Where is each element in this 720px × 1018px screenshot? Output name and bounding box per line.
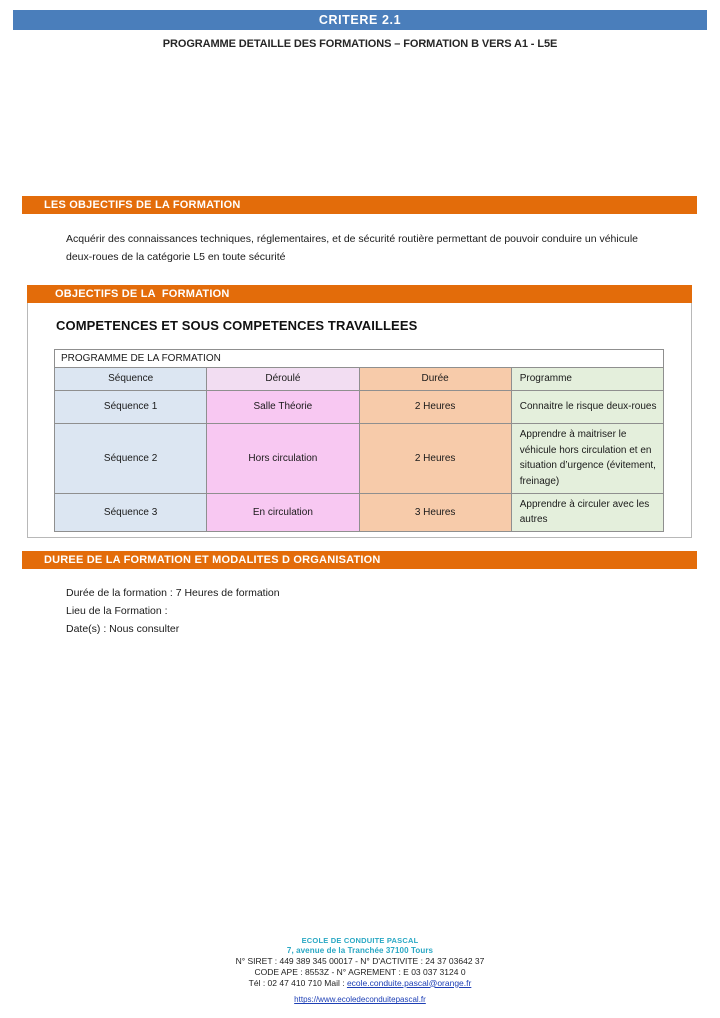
cell-programme-text: Apprendre à maitriser le véhicule hors circulation et en situation d’urgence (évitement, freinage)	[519, 429, 656, 487]
duration-line-formation: Durée de la formation : 7 Heures de formation	[66, 587, 280, 599]
cell-duree-text: 3 Heures	[414, 506, 456, 518]
criteria-banner-title: CRITERE 2.1	[318, 13, 402, 27]
table-row	[55, 493, 664, 531]
column-header-sequence-label: Séquence	[108, 373, 154, 385]
table-title-row	[55, 350, 664, 368]
cell-deroule-text: En circulation	[252, 506, 313, 518]
column-header-programme	[511, 368, 663, 391]
cell-programme	[511, 493, 663, 531]
footer-phone-label: Tél : 02 47 410 710 Mail :	[248, 977, 347, 988]
footer-email-link[interactable]: ecole.conduite.pascal@orange.fr	[346, 977, 472, 988]
footer-contact	[0, 978, 720, 989]
section-header-duree-label: DUREE DE LA FORMATION ET MODALITES D ORGANISATION	[44, 554, 381, 566]
section-header-objectifs-label: LES OBJECTIFS DE LA FORMATION	[44, 199, 241, 211]
cell-programme-text: Apprendre à circuler avec les autres	[519, 498, 650, 525]
cell-duree-text: 2 Heures	[414, 401, 456, 412]
cell-sequence-text: Séquence 2	[103, 452, 158, 464]
footer-website-row	[0, 988, 720, 1008]
cell-deroule	[207, 493, 359, 531]
duration-line-lieu: Lieu de la Formation :	[66, 605, 168, 618]
cell-sequence-text: Séquence 1	[103, 401, 158, 412]
page-footer	[0, 936, 720, 1009]
column-header-duree	[359, 368, 511, 391]
footer-company-name: ECOLE DE CONDUITE PASCAL	[301, 936, 419, 945]
footer-address: 7, avenue de la Tranchée 37100 Tours	[286, 945, 434, 955]
column-header-duree-label: Durée	[421, 373, 449, 385]
cell-deroule-text: Hors circulation	[248, 452, 318, 464]
footer-code-ape: CODE APE : 8553Z - N° AGREMENT : E 03 037 3124 0	[254, 966, 466, 977]
section-header-objectifs-formation	[27, 285, 692, 303]
column-header-programme-label: Programme	[519, 373, 572, 384]
cell-duree	[359, 390, 511, 423]
criteria-banner	[13, 10, 707, 30]
table-title-cell	[55, 350, 664, 368]
programme-table-wrapper	[54, 349, 664, 532]
column-header-sequence	[55, 368, 207, 391]
table-row	[55, 390, 664, 423]
cell-duree	[359, 423, 511, 493]
table-row	[55, 423, 664, 493]
cell-sequence-text: Séquence 3	[103, 506, 158, 518]
duration-details	[66, 584, 280, 638]
cell-deroule-text: Salle Théorie	[253, 401, 313, 412]
cell-duree	[359, 493, 511, 531]
competences-box	[27, 285, 692, 538]
footer-website-link[interactable]: https://www.ecoledeconduitepascal.fr	[294, 995, 426, 1005]
cell-programme-text: Connaitre le risque deux-roues	[519, 400, 657, 412]
section-header-objectifs	[22, 196, 697, 214]
column-header-deroule	[207, 368, 359, 391]
section-header-duree	[22, 551, 697, 569]
cell-duree-text: 2 Heures	[414, 452, 456, 464]
cell-sequence	[55, 493, 207, 531]
objectives-paragraph: Acquérir des connaissances techniques, réglementaires, et de sécurité routière permettant de pouvoir conduire un véhicule deux-roues de la catégorie L5 en toute sécurité	[66, 233, 638, 264]
duration-line-dates: Date(s) : Nous consulter	[66, 623, 180, 636]
cell-programme	[511, 423, 663, 493]
competences-title: COMPETENCES ET SOUS COMPETENCES TRAVAILLEES	[56, 318, 418, 333]
section-header-objectifs-formation-label: OBJECTIFS DE LA FORMATION	[55, 288, 230, 300]
cell-deroule	[207, 390, 359, 423]
table-title-text: PROGRAMME DE LA FORMATION	[61, 353, 221, 364]
cell-sequence	[55, 423, 207, 493]
cell-deroule	[207, 423, 359, 493]
document-subtitle: PROGRAMME DETAILLE DES FORMATIONS – FORMATION B VERS A1 - L5E	[162, 38, 558, 50]
cell-sequence	[55, 390, 207, 423]
table-header-row	[55, 368, 664, 391]
column-header-deroule-label: Déroulé	[265, 373, 301, 385]
programme-table	[54, 349, 664, 532]
cell-programme	[511, 390, 663, 423]
footer-siret: N° SIRET : 449 389 345 00017 - N° D'ACTIVITE : 24 37 03642 37	[235, 955, 485, 966]
